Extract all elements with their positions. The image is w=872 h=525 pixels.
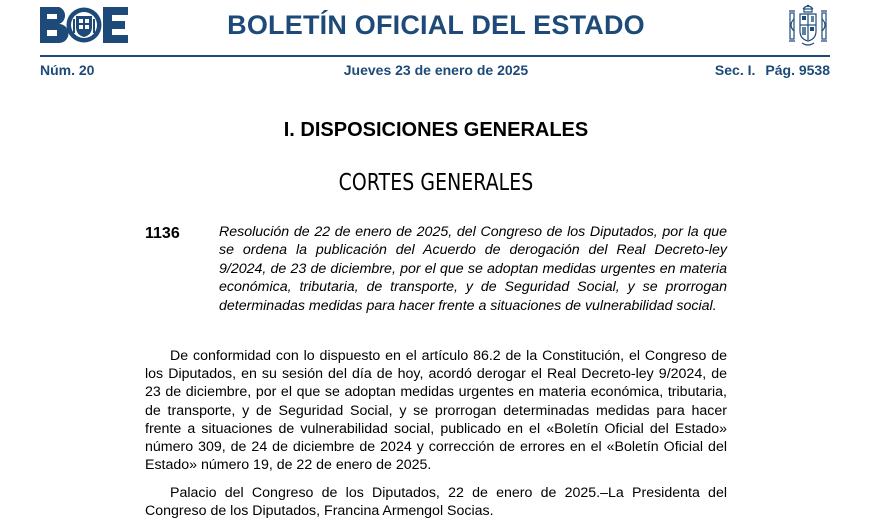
- entry-summary: Resolución de 22 de enero de 2025, del Congreso de los Diputados, por la que se ordena la publicación del Acuerdo de derogación del Real Decreto-ley 9/2024, de 23 de diciembre, por el que se adoptan medidas urgentes en materia económica, tributaria, de transporte, y de Seguridad Social, y se prorrogan determinadas medidas para hacer frente a situaciones de vulnerabilidad social.: [219, 224, 727, 314]
- boe-logo: [40, 7, 128, 43]
- signature-paragraph: Palacio del Congreso de los Diputados, 22 de enero de 2025.–La Presidenta del Congreso de los Diputados, Francina Armengol Socias.: [145, 485, 727, 520]
- section-label: Sec. I.: [714, 62, 756, 78]
- issue-number: Núm. 20: [40, 62, 95, 78]
- header-rule: [40, 55, 830, 57]
- entry-number: 1136: [145, 225, 180, 242]
- section-page-info: [715, 62, 830, 78]
- section-title: I. DISPOSICIONES GENERALES: [283, 119, 589, 141]
- gazette-title: BOLETÍN OFICIAL DEL ESTADO: [227, 10, 645, 40]
- issue-date: Jueves 23 de enero de 2025: [343, 62, 529, 78]
- coat-of-arms-icon: [784, 1, 832, 49]
- body-paragraph: De conformidad con lo dispuesto en el artículo 86.2 de la Constitución, el Congreso de los Diputados, en su sesión del día de hoy, acordó derogar el Real Decreto-ley 9/2024, de 23 de diciembre, por el que se adoptan medidas urgentes en materia económica, tributaria, de transporte, y de Seguridad Social, y se prorrogan determinadas medidas para hacer frente a situaciones de vulnerabilidad social, publicado en el «Boletín Oficial del Estado» número 309, de 24 de diciembre de 2024 y corrección de errores en el «Boletín Oficial del Estado» número 19, de 22 de enero de 2025.: [145, 348, 727, 474]
- page-label: Pág. 9538: [765, 62, 830, 78]
- organ-heading: CORTES GENERALES: [338, 170, 534, 196]
